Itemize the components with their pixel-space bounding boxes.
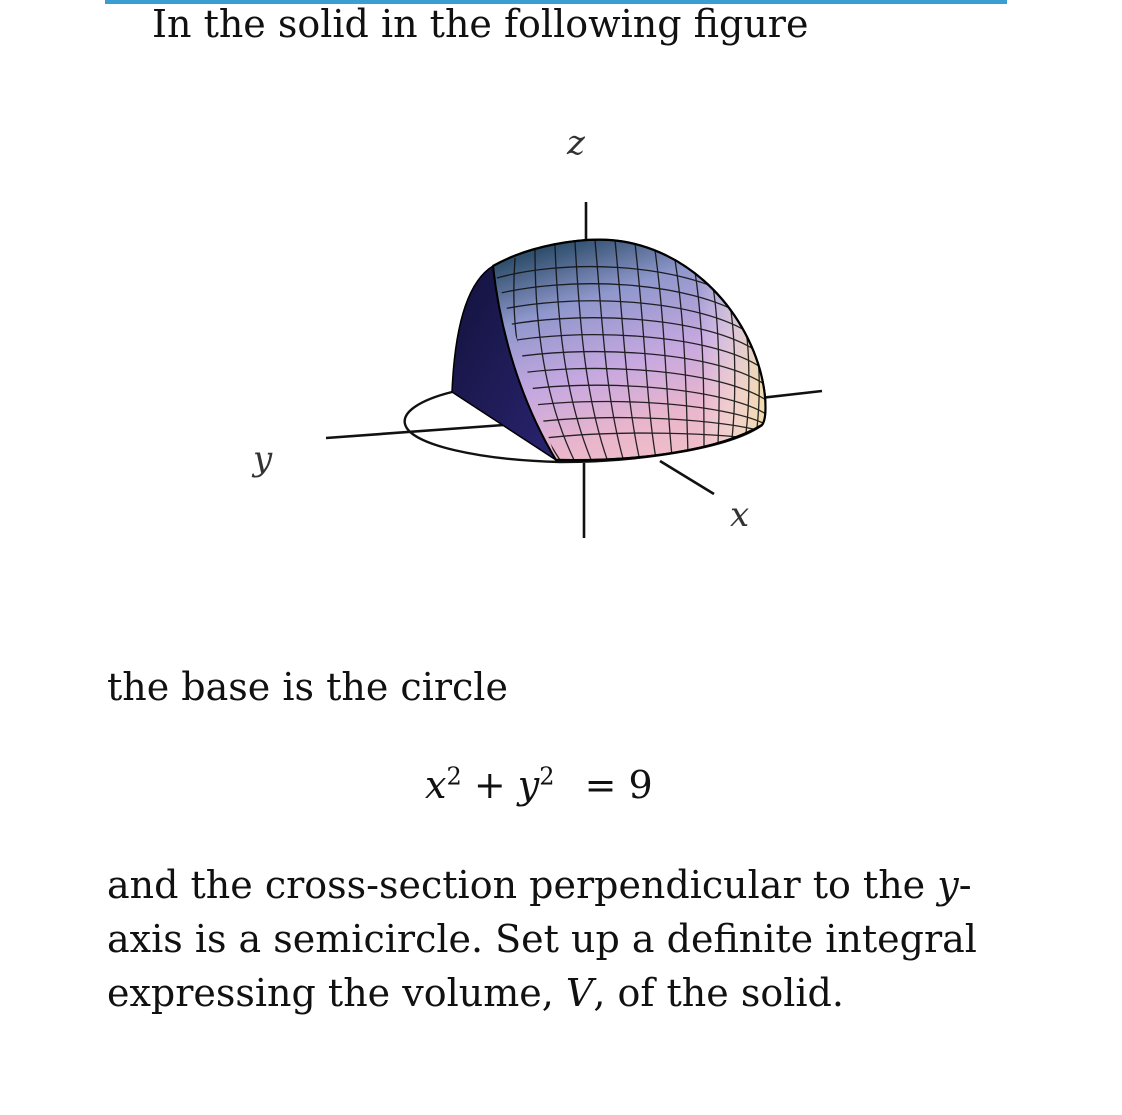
equation-y-exponent: 2 <box>539 762 555 791</box>
x-axis-label: x <box>730 495 750 535</box>
statement-part-1: and the cross-section perpendicular to the <box>107 863 938 907</box>
base-description: the base is the circle <box>107 665 508 709</box>
z-axis-label: z <box>567 123 585 163</box>
circle-equation <box>425 758 653 812</box>
problem-statement <box>107 858 1012 1020</box>
x-axis-line-back <box>760 391 822 398</box>
equation-plus: + <box>473 763 506 807</box>
statement-y-variable: y <box>937 863 959 907</box>
x-axis-line-front <box>660 461 714 494</box>
statement-part-2: -axis is a semicircle. Set up a definite integral expressing the volume, <box>107 863 977 1015</box>
intro-text: In the solid in the following figure <box>152 2 809 46</box>
equation-x-exponent: 2 <box>446 762 462 791</box>
statement-part-3: , of the solid. <box>593 971 844 1015</box>
equation-rhs: 9 <box>628 763 653 807</box>
equation-x: x <box>425 763 447 807</box>
equation-y: y <box>517 763 540 807</box>
y-axis-label: y <box>253 439 273 479</box>
equation-equals: = <box>584 763 617 807</box>
statement-v-variable: V <box>565 971 594 1015</box>
